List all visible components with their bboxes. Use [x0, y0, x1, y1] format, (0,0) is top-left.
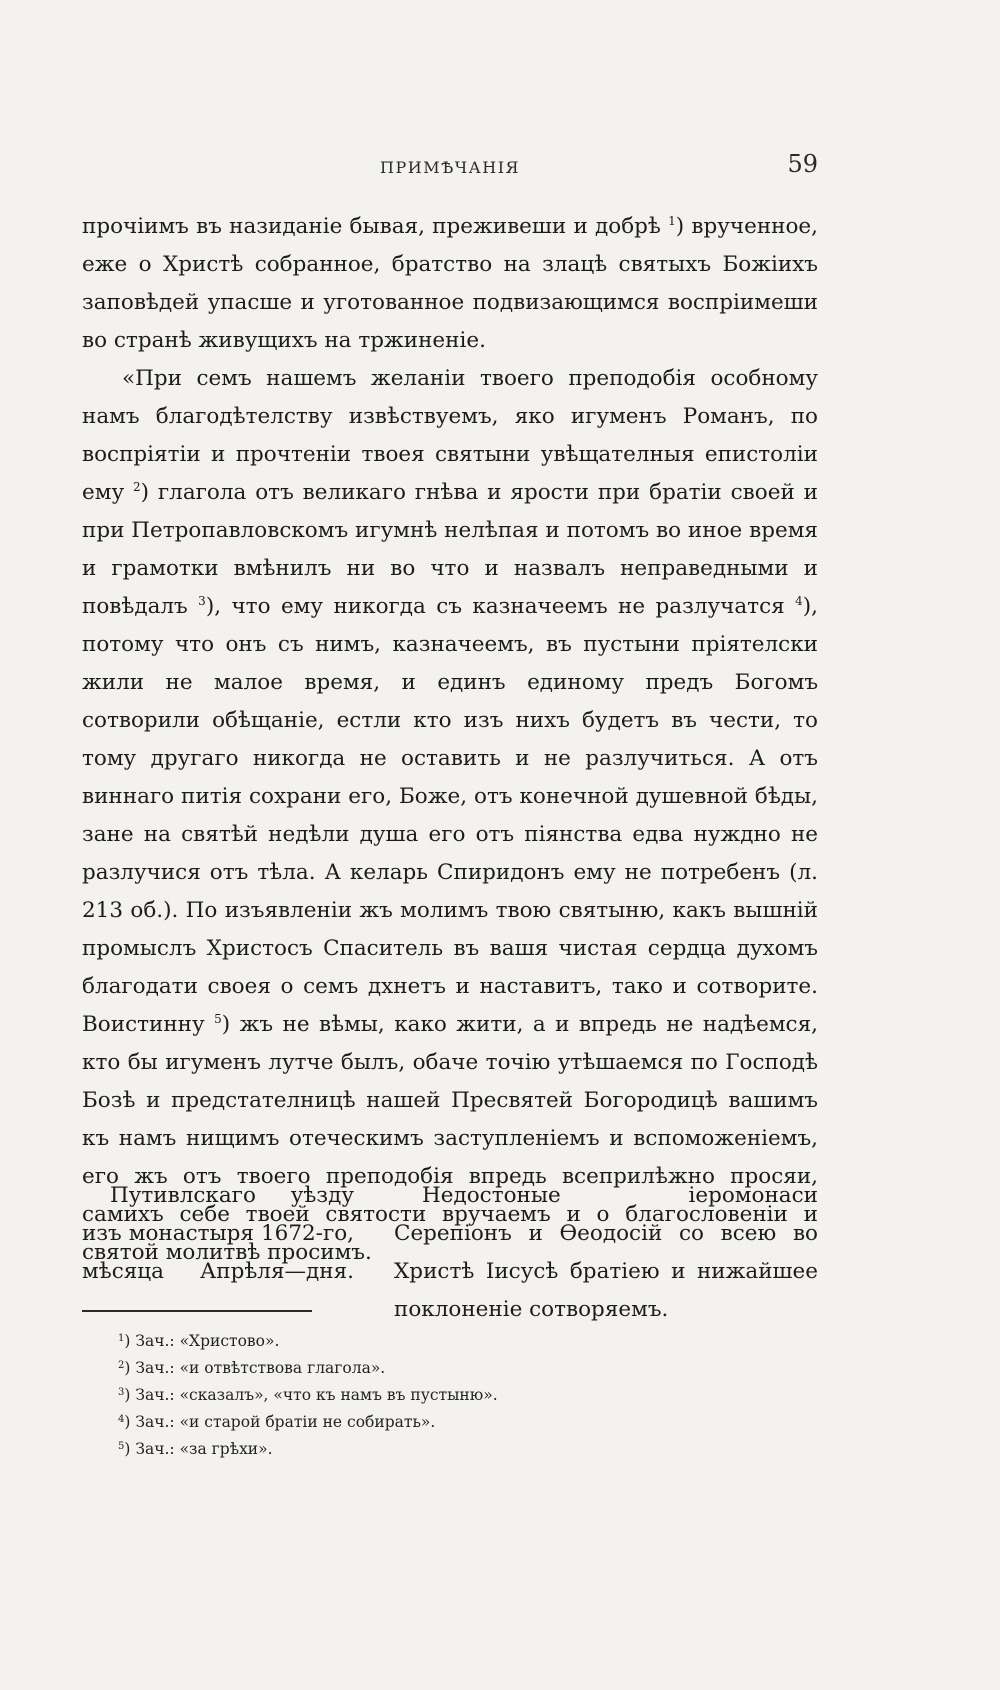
footnote-ref-1: 1	[668, 214, 676, 228]
footnote-mark: 4	[118, 1414, 125, 1425]
text-segment: ), что ему никогда съ казначеемъ не разлучатся	[205, 594, 796, 619]
page-number: 59	[787, 150, 818, 178]
paragraph-2	[82, 360, 818, 1272]
footnote-text: ) Зач.: «за грѣхи».	[124, 1440, 273, 1458]
footnote-4	[118, 1409, 798, 1436]
signature-place-date	[82, 1177, 354, 1291]
footnote-text: ) Зач.: «и старой братіи не собирать».	[124, 1413, 436, 1431]
footnote-mark: 3	[118, 1387, 125, 1398]
footnote-ref-5: 5	[214, 1012, 222, 1026]
signature-signatories: Недостоные іеромонаси Серепіонъ и Ѳеодосій со всею во Христѣ Іисусѣ братіею и нижайшее поклоненіе сотворяемъ.	[394, 1183, 818, 1322]
footnote-3	[118, 1382, 798, 1409]
footnote-ref-2: 2	[133, 480, 141, 494]
signature-place-line: Путивлскаго уѣзду	[110, 1183, 354, 1208]
text-segment: прочіимъ въ назиданіе бывая, преживеши и добрѣ	[82, 214, 669, 239]
main-text	[82, 208, 818, 1272]
footnote-mark: 2	[118, 1360, 125, 1371]
footnotes	[118, 1328, 798, 1463]
text-segment: ) глагола отъ великаго гнѣва и ярости при братіи своей и при Петропавловскомъ игумнѣ нелѣпая и потомъ во иное время и грамотки вмѣнилъ ни во что и назвалъ неправедными и повѣдалъ	[82, 480, 819, 619]
signature-monastery-line: изъ монастыря 1672-го,	[82, 1221, 354, 1246]
footnote-divider	[82, 1310, 312, 1312]
footnote-mark: 5	[118, 1441, 125, 1452]
footnote-text: ) Зач.: «и отвѣтствова глагола».	[124, 1359, 386, 1377]
footnote-text: ) Зач.: «сказалъ», «что къ намъ въ пустыню».	[124, 1386, 498, 1404]
footnote-ref-3: 3	[198, 594, 206, 608]
footnote-text: ) Зач.: «Христово».	[124, 1332, 280, 1350]
footnote-1	[118, 1328, 798, 1355]
running-title: ПРИМѢЧАНІЯ	[380, 158, 520, 177]
footnote-ref-4: 4	[795, 594, 803, 608]
text-segment: ) врученное, еже о Христѣ собранное, братство на злацѣ святыхъ Божіихъ заповѣдей упасше и уготованное подвизающимся воспріимеши во странѣ живущихъ на тржиненіе.	[82, 214, 818, 353]
footnote-5	[118, 1436, 798, 1463]
signature-date-line: мѣсяца Апрѣля—дня.	[82, 1259, 354, 1284]
text-segment: «При семъ нашемъ желаніи твоего преподобія особному намъ благодѣтелству извѣствуемъ, яко игуменъ Романъ, по воспріятіи и прочтеніи твоея святыни увѣщателныя епистоліи ему	[82, 366, 818, 505]
text-segment: ), потому что онъ съ нимъ, казначеемъ, въ пустыни пріятелски жили не малое время, и единъ единому предъ Богомъ сотворили обѣщаніе, естли кто изъ нихъ будетъ въ чести, то тому другаго никогда не оставить и не разлучиться. А отъ виннаго питія сохрани его, Боже, отъ конечной душевной бѣды, зане на святѣй недѣли душа его отъ піянства едва нуждно не разлучися отъ тѣла. А келарь Спиридонъ ему не потребенъ (л. 213 об.). По изъявленіи жъ молимъ твою святыню, какъ вышній промыслъ Христосъ Спаситель въ вашя чистая сердца духомъ благодати своея о семъ дхнетъ и наставитъ, тако и сотворите. Воистинну	[82, 594, 818, 1037]
footnote-2	[118, 1355, 798, 1382]
paragraph-1	[82, 208, 818, 360]
running-head	[82, 150, 818, 182]
footnote-mark: 1	[118, 1333, 125, 1344]
text-segment: ) жъ не вѣмы, како жити, а и впредь не надѣемся, кто бы игуменъ лутче былъ, обаче точію утѣшаемся по Господѣ Бозѣ и предстателницѣ нашей Пресвятей Богородицѣ вашимъ къ намъ нищимъ отеческимъ заступленіемъ и вспоможеніемъ, его жъ отъ твоего преподобія впредь всеприлѣжно просяи, самихъ себе твоей святости вручаемъ и о благословеніи и святой молитвѣ просимъ.	[82, 1012, 819, 1265]
